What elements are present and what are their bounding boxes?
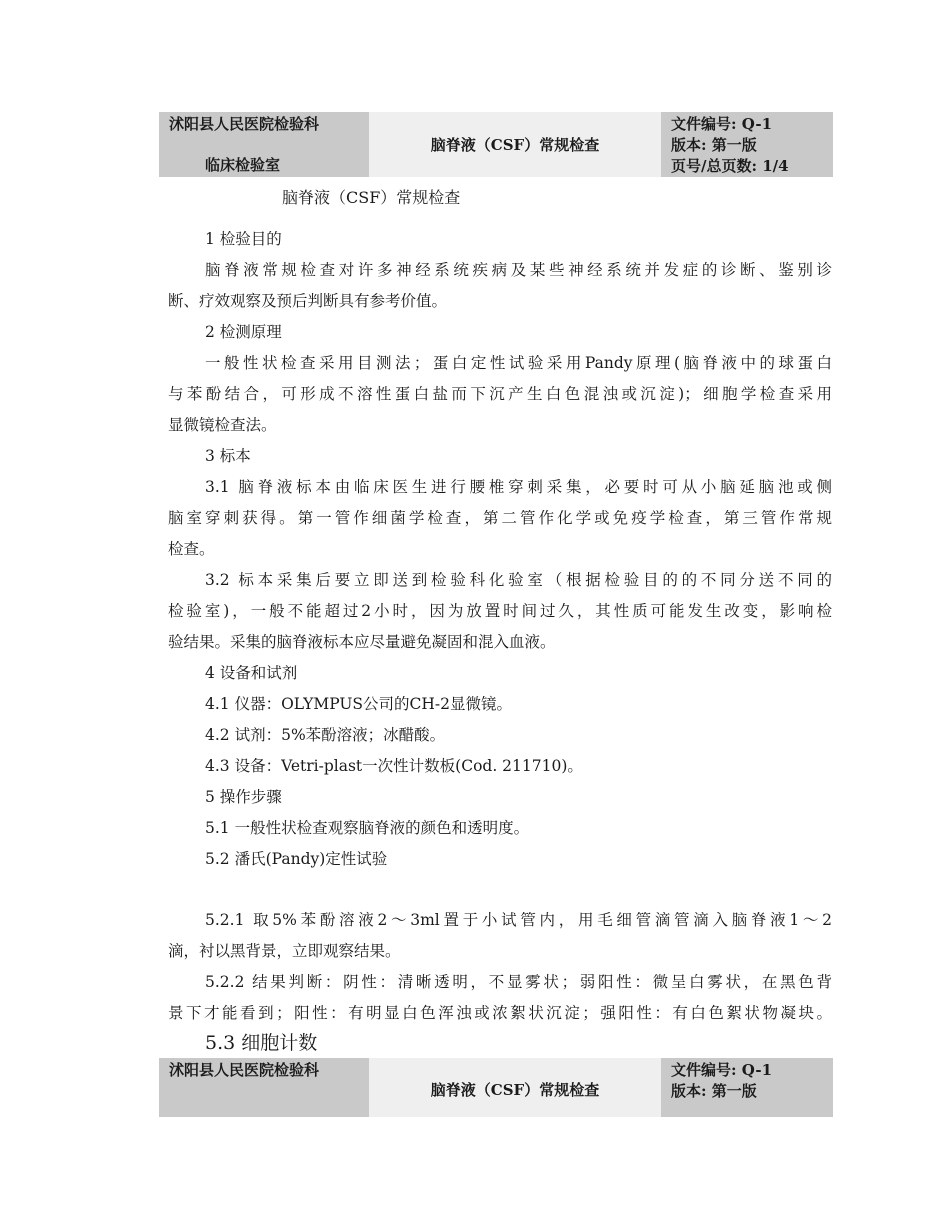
paragraph-line: 景下才能看到；阳性：有明显白色浑浊或浓絮状沉淀；强阳性：有白色絮状物凝块。: [168, 1004, 832, 1022]
header-meta-cell: [661, 1058, 833, 1117]
document-header: [159, 112, 833, 177]
section-5-3-heading: 5.3 细胞计数: [205, 1032, 318, 1054]
paragraph-line: 一般性状检查采用目测法；蛋白定性试验采用Pandy原理(脑脊液中的球蛋白: [205, 354, 832, 372]
header-title-cell: [369, 1058, 661, 1117]
section-1-heading: 1 检验目的: [205, 230, 282, 248]
section-5-heading: 5 操作步骤: [205, 788, 282, 806]
paragraph-line: 5.2.2 结果判断：阴性：清晰透明，不显雾状；弱阳性：微呈白雾状，在黑色背: [205, 973, 832, 991]
header-title: 脑脊液（CSF）常规检查: [430, 135, 600, 154]
header-lab: 临床检验室: [205, 156, 281, 174]
paragraph-line: 3.2 标本采集后要立即送到检验科化验室（根据检验目的的不同分送不同的: [205, 571, 832, 589]
paragraph-line: 3.1 脑脊液标本由临床医生进行腰椎穿刺采集，必要时可从小脑延脑池或侧: [205, 478, 832, 496]
header-page: 页号/总页数: 1/4: [671, 157, 789, 175]
paragraph-line: 验结果。采集的脑脊液标本应尽量避免凝固和混入血液。: [168, 633, 556, 651]
paragraph-line: 检验室)，一般不能超过2小时，因为放置时间过久，其性质可能发生改变，影响检: [168, 602, 832, 620]
paragraph-line: 5.1 一般性状检查观察脑脊液的颜色和透明度。: [205, 819, 530, 837]
section-3-heading: 3 标本: [205, 447, 251, 465]
document-title: 脑脊液（CSF）常规检查: [282, 188, 461, 207]
paragraph-line: 5.2.1 取5%苯酚溶液2～3ml置于小试管内，用毛细管滴管滴入脑脊液1～2: [205, 911, 832, 929]
paragraph-line: 检查。: [168, 540, 215, 558]
paragraph-line: 4.2 试剂：5%苯酚溶液；冰醋酸。: [205, 726, 446, 744]
header-title: 脑脊液（CSF）常规检查: [430, 1080, 600, 1099]
header-meta-cell: [661, 112, 833, 177]
paragraph-line: 4.1 仪器：OLYMPUS公司的CH-2显微镜。: [205, 695, 513, 713]
header-title-cell: [369, 112, 661, 177]
paragraph-line: 滴，衬以黑背景，立即观察结果。: [168, 942, 401, 960]
paragraph-line: 显微镜检查法。: [168, 416, 277, 434]
header-org-cell: [159, 1058, 369, 1117]
paragraph-line: 脑脊液常规检查对许多神经系统疾病及某些神经系统并发症的诊断、鉴别诊: [205, 261, 832, 279]
header-org: 沭阳县人民医院检验科: [169, 1061, 320, 1079]
section-2-heading: 2 检测原理: [205, 323, 282, 341]
section-4-heading: 4 设备和试剂: [205, 664, 298, 682]
paragraph-line: 断、疗效观察及预后判断具有参考价值。: [168, 292, 448, 310]
header-file-no: 文件编号: Q-1: [671, 115, 773, 133]
header-org: 沭阳县人民医院检验科: [169, 115, 320, 133]
header-org-cell: [159, 112, 369, 177]
next-page-header: [159, 1058, 833, 1117]
header-version: 版本: 第一版: [671, 1082, 757, 1100]
header-version: 版本: 第一版: [671, 136, 757, 154]
paragraph-line: 脑室穿刺获得。第一管作细菌学检查，第二管作化学或免疫学检查，第三管作常规: [168, 509, 832, 527]
header-file-no: 文件编号: Q-1: [671, 1061, 773, 1079]
paragraph-line: 5.2 潘氏(Pandy)定性试验: [205, 850, 388, 868]
paragraph-line: 4.3 设备：Vetri-plast一次性计数板(Cod. 211710)。: [205, 757, 583, 775]
paragraph-line: 与苯酚结合，可形成不溶性蛋白盐而下沉产生白色混浊或沉淀)；细胞学检查采用: [168, 385, 832, 403]
